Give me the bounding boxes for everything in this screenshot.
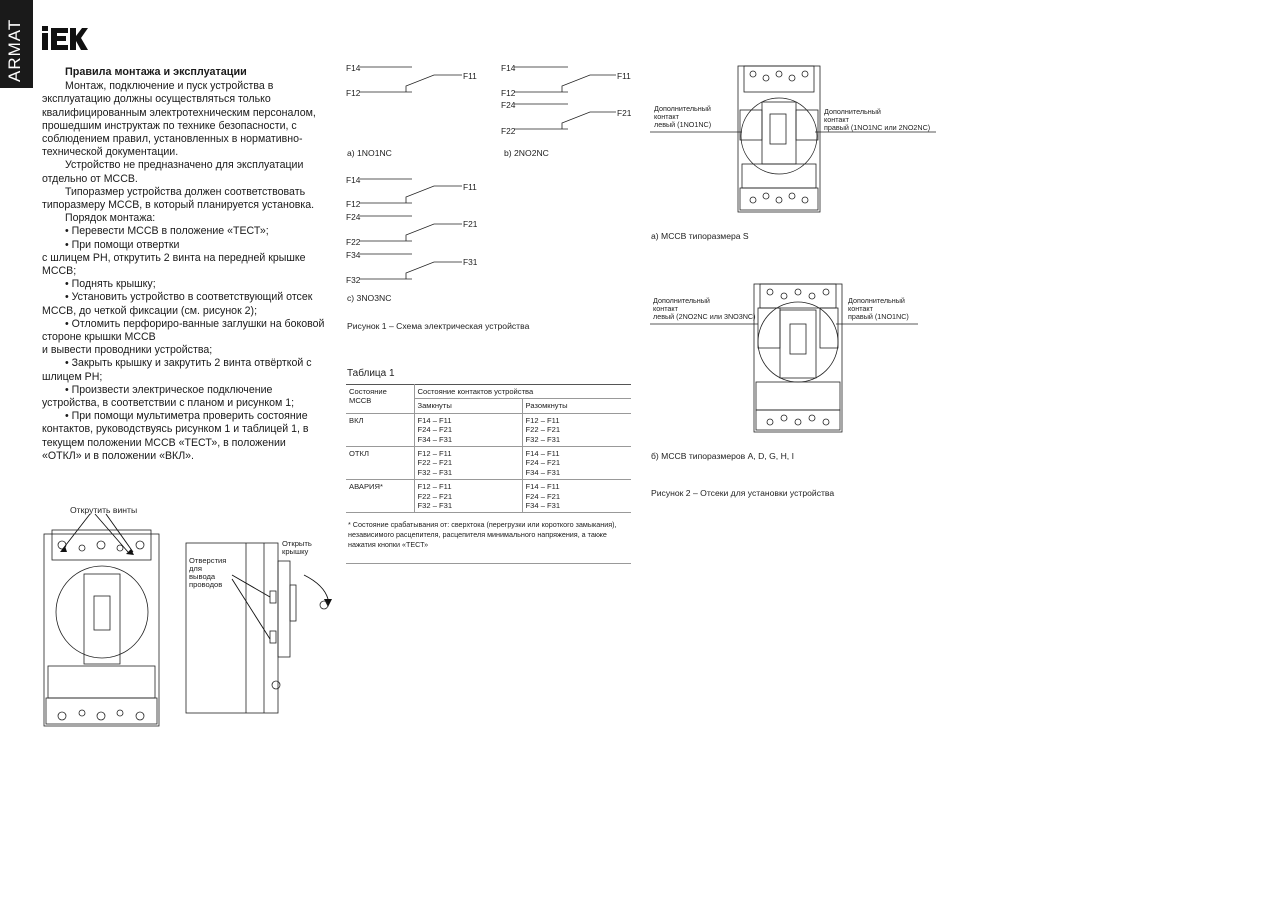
scheme-c-lines [346,172,476,287]
scheme-a-f12: F12 [346,88,361,98]
scheme-a-f11: F11 [463,71,477,81]
a-right-label: Дополнительный контакт правый (1NO1NC) [848,296,909,321]
open-pair: F24 – F21 [525,458,561,468]
step-1: • Перевести МССВ в положение «ТЕСТ»; [65,225,269,238]
scheme-b-f12: F12 [501,88,516,98]
open-pair: F22 – F21 [525,425,561,435]
scheme-b-f21: F21 [617,108,632,118]
scheme-b-caption: b) 2NO2NC [504,148,549,158]
step-8: • При помощи мультиметра проверить состояние контактов, руководствуясь рисунком 1 и таблицей 1, в текущем положении МССВ «ТЕСТ», в положении «ОТКЛ» и в положении «ВКЛ». [42,410,309,462]
col-header-contacts: Состояние контактов устройства [414,385,631,399]
scheme-b-f14: F14 [501,63,516,73]
scheme-b-f11: F11 [617,71,631,81]
note-divider [346,563,631,564]
mccb-size-adghi-illustration [650,280,940,435]
s-right-label: Дополнительный контакт правый (1NO1NC или 2NO2NC) [824,107,931,132]
scheme-b-f24: F24 [501,100,516,110]
open-pair: F34 – F31 [525,501,561,511]
open-pair: F34 – F31 [525,467,561,477]
paragraph-4: Порядок монтажа: [65,212,156,225]
figure-2-caption: Рисунок 2 – Отсеки для установки устройства [651,488,835,498]
side-tab-label: ARMAT [5,18,24,82]
figure-1-caption: Рисунок 1 – Схема электрическая устройства [347,321,530,331]
paragraph-1: Монтаж, подключение и пуск устройства в эксплуатацию должны осуществляться только квалифицированным электротехническим персоналом, прошедшим инструктаж по технике безопасности, с соблюдением правил, установленных в нормативно-технической документации. [42,80,316,159]
scheme-c-f14: F14 [346,175,361,185]
s-left-label: Дополнительный контакт левый (1NO1NC) [654,104,712,129]
scheme-c-f32: F32 [346,275,361,285]
open-pair: F32 – F31 [525,434,561,444]
s-caption: а) МССВ типоразмера S [651,231,749,241]
step-2b: с шлицем РН, открутить 2 винта на передней крышке МССВ; [42,251,306,278]
step-6: • Закрыть крышку и закрутить 2 винта отвёрткой с шлицем РН; [42,357,312,383]
closed-pair: F22 – F21 [417,491,453,501]
closed-pair: F14 – F11 [417,415,452,425]
unscrew-label: Открутить винты [70,505,138,515]
paragraph-3: Типоразмер устройства должен соответствовать типоразмеру МССВ, в который планируется установка. [42,185,315,212]
scheme-b-f22: F22 [501,126,516,136]
table-title: Таблица 1 [347,368,395,379]
scheme-a-f14: F14 [346,63,361,73]
table-note: * Состояние срабатывания от: сверхтока (перегрузки или короткого замыкания), независимого расцепителя, расцепителя минимального напряжения, а также нажатия кнопки «ТЕСТ» [348,520,617,549]
mccb-front-illustration [40,512,165,727]
open-cover-label: Открыть крышку [282,539,312,556]
closed-pair: F24 – F21 [417,425,453,435]
paragraph-2: Устройство не предназначено для эксплуатации отдельно от МССВ. [42,159,304,185]
table-row [346,480,631,513]
step-5a: • Отломить перфориро-ванные заглушки на боковой стороне крышки МССВ [42,317,325,344]
col-header-state: Состояние МССВ [346,385,414,414]
closed-pair: F32 – F31 [417,467,453,477]
open-pair: F24 – F21 [525,491,561,501]
scheme-c-f12: F12 [346,199,361,209]
closed-pair: F22 – F21 [417,458,453,468]
scheme-c-f22: F22 [346,237,361,247]
holes-label: Отверстия для вывода проводов [189,556,227,589]
mccb-size-s-illustration [650,62,940,214]
open-pair: F14 – F11 [525,449,560,459]
table-row [346,413,631,446]
a-caption: б) МССВ типоразмеров A, D, G, H, I [651,451,794,461]
step-7: • Произвести электрическое подключение устройства, в соответствии с планом и рисунком 1; [42,383,295,410]
installation-instructions [42,66,326,463]
table-row [346,447,631,480]
open-pair: F12 – F11 [525,415,560,425]
sub-header-open: Разомкнуты [522,399,631,413]
closed-pair: F34 – F31 [417,434,453,444]
scheme-c-f24: F24 [346,212,361,222]
scheme-c-f21: F21 [463,219,478,229]
open-pair: F14 – F11 [525,482,560,492]
iek-logo [42,26,88,50]
scheme-c-f11: F11 [463,182,477,192]
scheme-c-f34: F34 [346,250,361,260]
contact-states-table [346,384,631,513]
scheme-c-caption: c) 3NO3NC [347,293,392,303]
closed-pair: F32 – F31 [417,501,453,511]
row-state: ОТКЛ [346,447,414,480]
instructions-title: Правила монтажа и эксплуатации [65,66,247,78]
side-tab [0,0,33,88]
sub-header-closed: Замкнуты [414,399,522,413]
scheme-c-f31: F31 [463,257,478,267]
step-3: • Поднять крышку; [65,278,156,291]
step-5b: и вывести проводники устройства; [42,344,213,357]
step-4: • Установить устройство в соответствующий отсек МССВ, до четкой фиксации (см. рисунок 2); [42,291,313,317]
scheme-b-lines [500,60,630,140]
step-2a: • При помощи отвертки [65,238,180,251]
closed-pair: F12 – F11 [417,449,452,459]
closed-pair: F12 – F11 [417,482,452,492]
mccb-side-illustration [184,535,334,715]
scheme-a-lines [346,60,476,105]
a-left-label: Дополнительный контакт левый (2NO2NC или 3NO3NC) [653,296,756,321]
scheme-a-caption: a) 1NO1NC [347,148,392,158]
row-state: ВКЛ [346,413,414,446]
row-state: АВАРИЯ* [346,480,414,513]
